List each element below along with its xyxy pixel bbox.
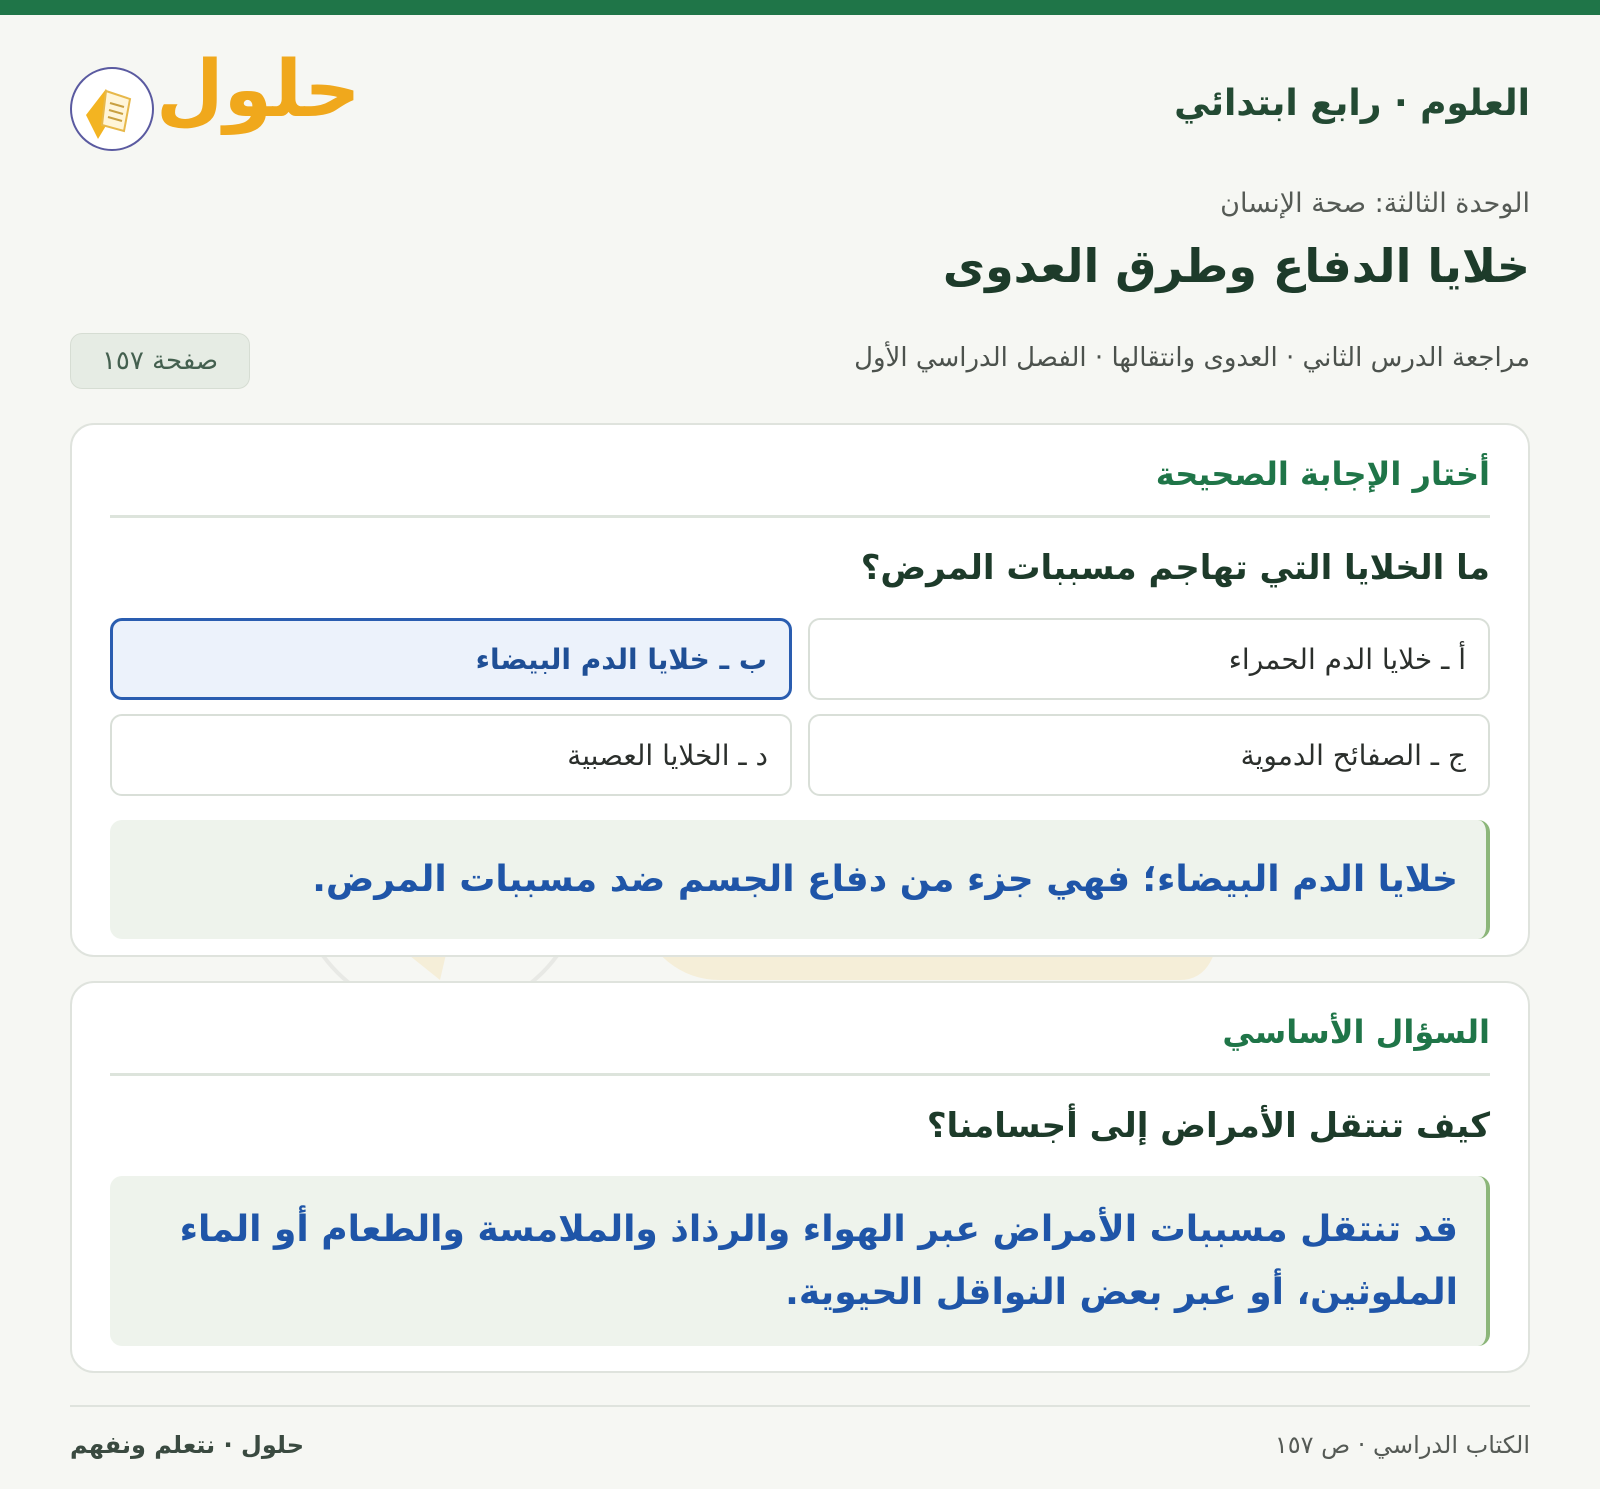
card-heading: أختار الإجابة الصحيحة	[110, 455, 1490, 518]
lesson-meta: مراجعة الدرس الثاني · العدوى وانتقالها · الفصل الدراسي الأول	[854, 343, 1530, 373]
card-heading: السؤال الأساسي	[110, 1013, 1490, 1076]
options-grid	[110, 618, 1490, 796]
option-c[interactable]: ج ـ الصفائح الدموية	[808, 714, 1490, 796]
option-a[interactable]: أ ـ خلايا الدم الحمراء	[808, 618, 1490, 700]
answer-box: خلايا الدم البيضاء؛ فهي جزء من دفاع الجسم ضد مسببات المرض.	[110, 820, 1490, 939]
page-badge: صفحة ١٥٧	[70, 333, 250, 389]
course-title: العلوم · رابع ابتدائي	[1174, 83, 1530, 124]
essential-question-card	[70, 981, 1530, 1373]
footer	[70, 1407, 1530, 1477]
header	[70, 15, 1530, 180]
top-accent-bar	[0, 0, 1600, 15]
question-text: كيف تنتقل الأمراض إلى أجسامنا؟	[926, 1106, 1490, 1146]
meta-row	[70, 333, 1530, 393]
lesson-title: خلايا الدفاع وطرق العدوى	[942, 239, 1530, 293]
question-text: ما الخلايا التي تهاجم مسببات المرض؟	[860, 548, 1490, 588]
logo-text: حلول	[156, 45, 361, 135]
option-d[interactable]: د ـ الخلايا العصبية	[110, 714, 792, 796]
unit-line: الوحدة الثالثة: صحة الإنسان	[1220, 188, 1530, 219]
multiple-choice-card	[70, 423, 1530, 957]
book-icon	[70, 67, 154, 151]
page	[70, 15, 1530, 1477]
option-b[interactable]: ب ـ خلايا الدم البيضاء	[110, 618, 792, 700]
halool-logo[interactable]	[70, 45, 361, 171]
footer-source: الكتاب الدراسي · ص ١٥٧	[1274, 1431, 1530, 1459]
answer-box: قد تنتقل مسببات الأمراض عبر الهواء والرذاذ والملامسة والطعام أو الماء الملوثين، أو عبر بعض النواقل الحيوية.	[110, 1176, 1490, 1346]
footer-brand: حلول · نتعلم ونفهم	[70, 1431, 304, 1459]
